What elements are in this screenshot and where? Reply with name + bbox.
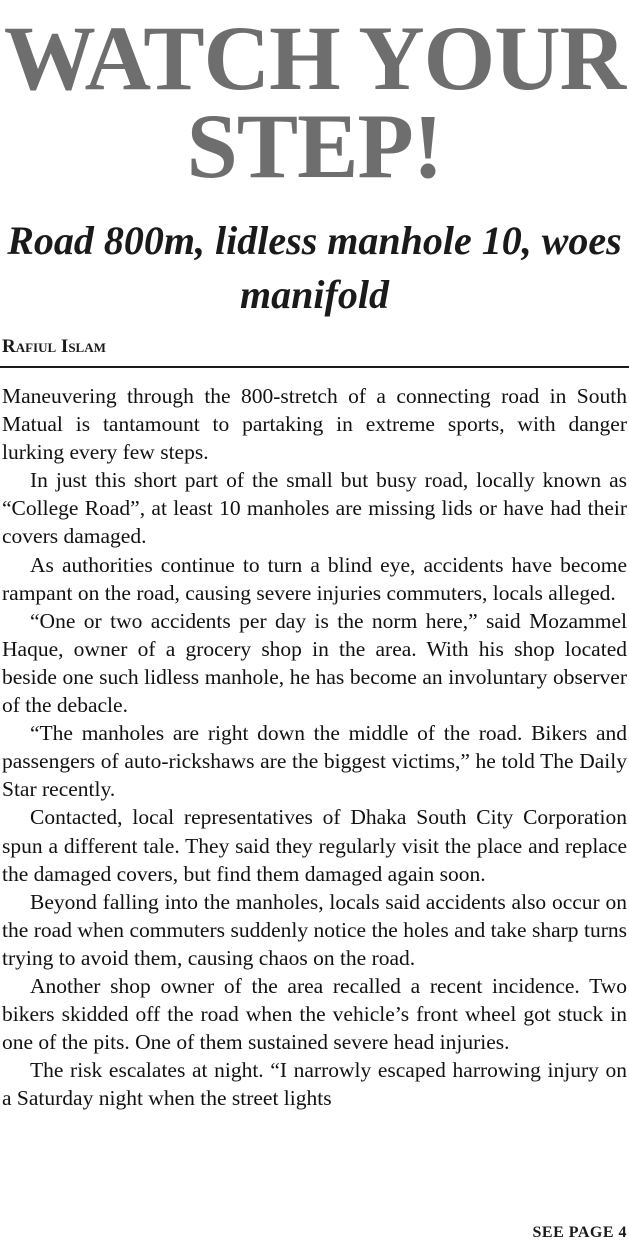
headline: WATCH YOUR STEP! bbox=[3, 7, 626, 197]
paragraph: Beyond falling into the manholes, locals said accidents also occur on the road when commuters suddenly notice the holes and take sharp turns trying to avoid them, causing chaos on the road. bbox=[2, 889, 627, 970]
paragraph: “The manholes are right down the middle of the road. Bikers and passengers of auto-rickshaws are the biggest victims,” he told The Daily Star recently. bbox=[2, 721, 627, 802]
paragraph: The risk escalates at night. “I narrowly escaped harrowing injury on a Saturday night when the street lights bbox=[2, 1058, 627, 1111]
paragraph: Another shop owner of the area recalled a recent incidence. Two bikers skidded off the road when the vehicle’s front wheel got stuck in one of the pits. One of them sustained severe head injuries. bbox=[2, 973, 627, 1055]
paragraph: In just this short part of the small but busy road, locally known as “College Road”, at least 10 manholes are missing lids or have had their covers damaged. bbox=[2, 468, 627, 549]
paragraph: Contacted, local representatives of Dhaka South City Corporation spun a different tale. They said they regularly visit the place and replace the damaged covers, but find them damaged again soon. bbox=[2, 805, 627, 886]
paragraph: As authorities continue to turn a blind eye, accidents have become rampant on the road, causing severe injuries commuters, locals alleged. bbox=[2, 552, 627, 605]
continued-on-page-label: SEE PAGE 4 bbox=[532, 1224, 627, 1241]
paragraph: Maneuvering through the 800-stretch of a connecting road in South Matual is tantamount to partaking in extreme sports, with danger lurking every few steps. bbox=[2, 384, 627, 465]
byline-divider bbox=[0, 366, 629, 368]
subheadline: Road 800m, lidless manhole 10, woes manifold bbox=[7, 218, 622, 317]
paragraph: “One or two accidents per day is the norm here,” said Mozammel Haque, owner of a grocery shop in the area. With his shop located beside one such lidless manhole, he has become an involuntary observer of the debacle. bbox=[2, 608, 627, 718]
article-body bbox=[0, 382, 629, 1112]
byline: Rafiul Islam bbox=[2, 336, 106, 357]
